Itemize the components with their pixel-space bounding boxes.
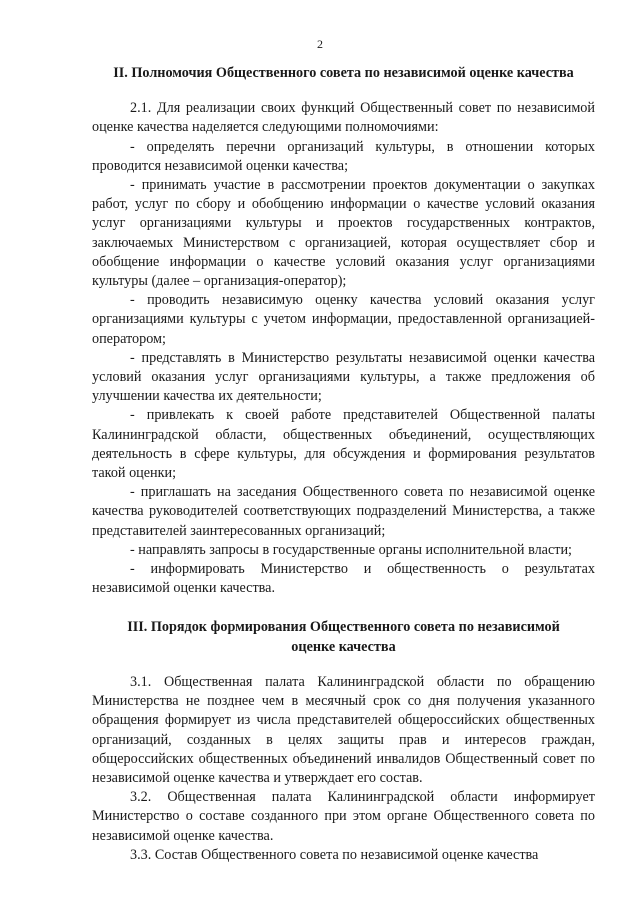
list-item: - приглашать на заседания Общественного совета по независимой оценке качества руководителей соответствующих подразделений Министерства, а также представителей заинтересованных организаций;: [92, 484, 595, 539]
section-heading-line: II. Полномочия Общественного совета по независимой оценке качества: [113, 65, 574, 81]
document-body: [92, 64, 595, 865]
section-heading-line: оценке качества: [291, 638, 396, 655]
section-heading-formation: [92, 618, 595, 656]
list-item: - направлять запросы в государственные органы исполнительной власти;: [130, 541, 572, 558]
list-item: - информировать Министерство и общественность о результатах независимой оценки качества.: [92, 561, 595, 597]
list-item: - привлекать к своей работе представителей Общественной палаты Калининградской области, общественных объединений, осуществляющих деятельность в сфере культуры, для обсуждения и формирования результатов такой оценки;: [92, 407, 595, 482]
list-item: - проводить независимую оценку качества условий оказания услуг организациями культуры с учетом информации, предоставленной организацией-оператором;: [92, 292, 595, 347]
paragraph-3-3: 3.3. Состав Общественного совета по независимой оценке качества: [130, 846, 539, 863]
list-item: - представлять в Министерство результаты независимой оценки качества условий оказания услуг организациями культуры, а также предложения об улучшении качества их деятельности;: [92, 349, 595, 405]
section-heading-line: III. Порядок формирования Общественного совета по независимой: [127, 619, 560, 636]
list-item: - принимать участие в рассмотрении проектов документации о закупках работ, услуг по сбору и обобщению информации о качестве условий оказания услуг организациями культуры и проектов государственных контрактов, заключаемых Министерством с организацией, которая осуществляет сбор и обобщение информации о качестве условий оказания услуг организациями культуры (далее – организация-оператор);: [92, 177, 595, 290]
paragraph-3-1: 3.1. Общественная палата Калининградской области по обращению Министерства не позднее чем в месячный срок со дня получения указанного обращения формирует из числа представителей общероссийских общественных организаций, созданных в целях защиты прав и интересов граждан, общероссийских общественных объединений инвалидов Общественный совет по независимой оценке качества и утверждает его состав.: [92, 673, 595, 786]
page-number: 2: [317, 37, 323, 51]
paragraph-3-2: 3.2. Общественная палата Калининградской области информирует Министерство о составе созданного при этом органе Общественного совета по независимой оценке качества.: [92, 789, 595, 844]
paragraph-2-1: 2.1. Для реализации своих функций Общественный совет по независимой оценке качества наделяется следующими полномочиями:: [92, 100, 595, 136]
section-heading-powers: [92, 64, 595, 83]
list-item: - определять перечни организаций культуры, в отношении которых проводится независимой оценки качества;: [92, 138, 595, 174]
